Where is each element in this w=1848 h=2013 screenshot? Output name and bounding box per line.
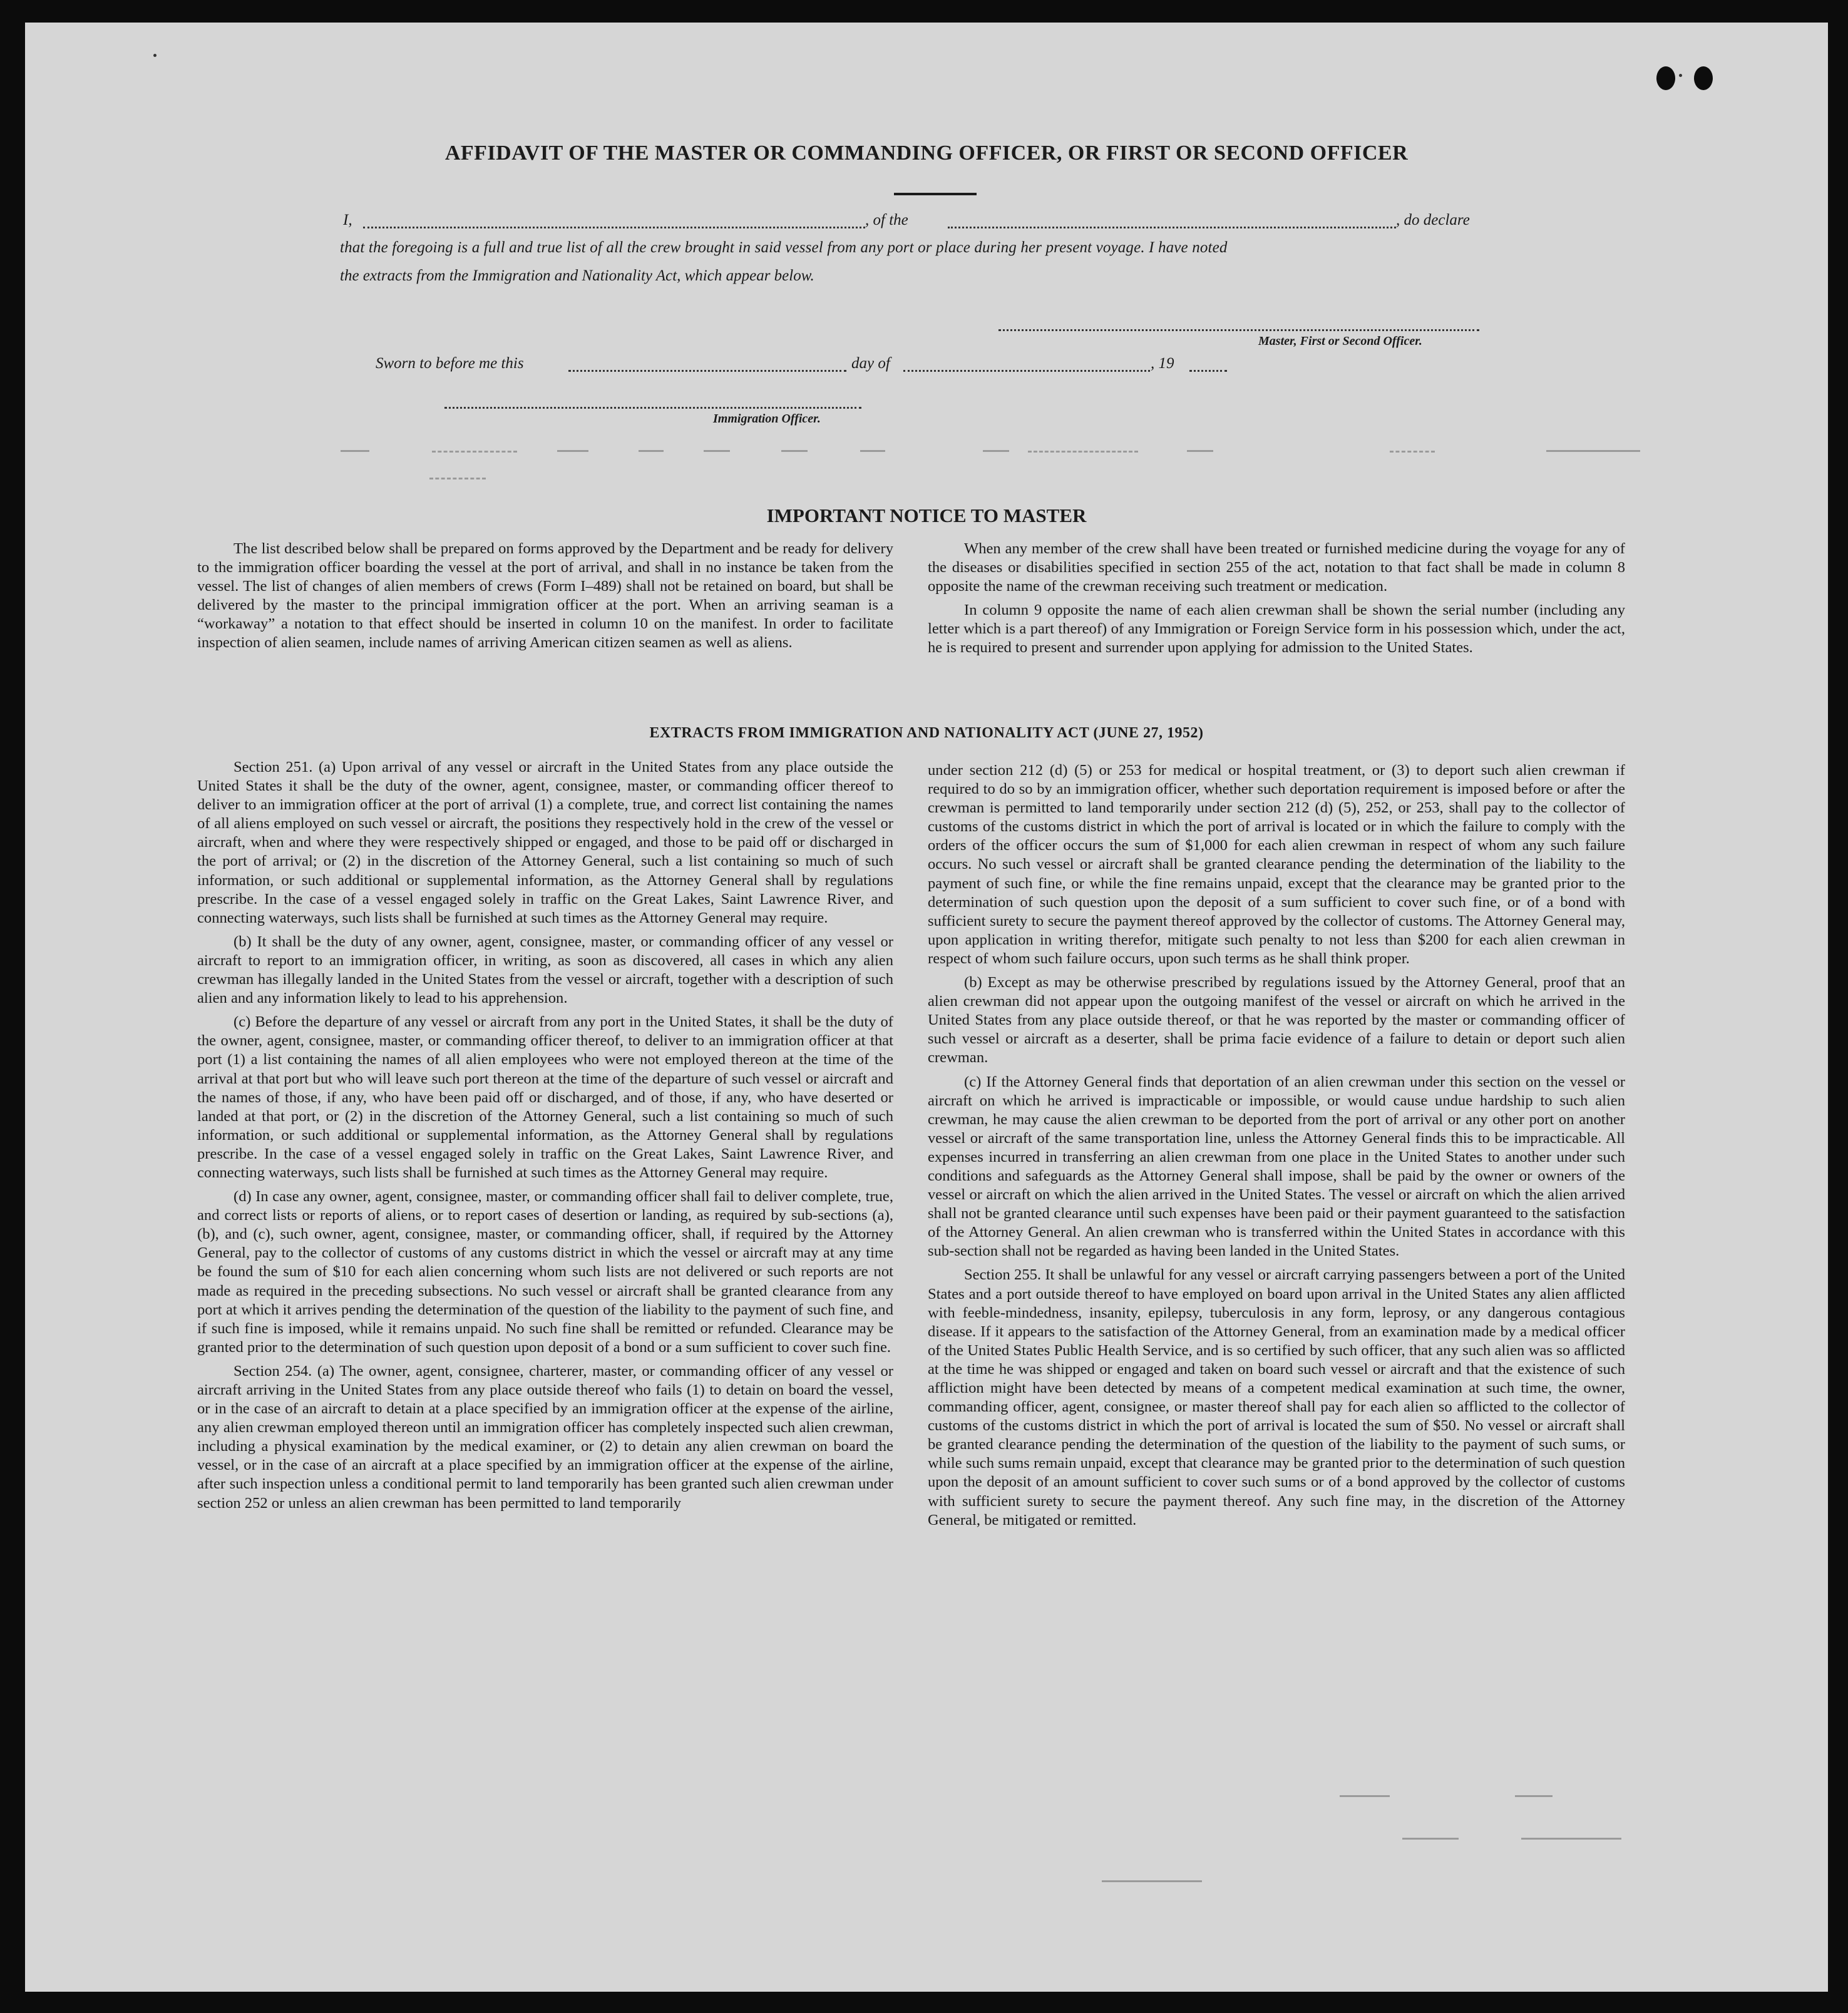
immigration-officer-signature-line[interactable] [444, 407, 861, 409]
bleed-through-mark [1102, 1880, 1202, 1882]
speck-mark [1679, 74, 1682, 77]
sworn-day-of: day of [851, 355, 890, 372]
section-251-a: Section 251. (a) Upon arrival of any vessel or aircraft in the United States from any place outside the United States it shall be the duty of the owner, agent, consignee, master, or commanding officer thereof to deliver to an immigration officer at the port of arrival (1) a complete, true, and correct list containing the names of all aliens employed on such vessel or aircraft, the positions they respectively hold in the crew of the vessel or aircraft, when and where they were respectively shipped or engaged, and those to be paid off or discharged in the port of arrival; or (2) in the discretion of the Attorney General, such a list containing so much of such information, or such additional or supplemental information, as the Attorney General shall by regulations prescribe. In the case of a vessel engaged solely in traffic on the Great Lakes, Saint Lawrence River, and connecting waterways, such lists shall be furnished at such times as the Attorney General may require. [197, 759, 893, 926]
notice-right-paragraph: When any member of the crew shall have been treated or furnished medicine during the voyage for any of the diseases or disabilities specified in section 255 of the act, notation to that fact shall be made in column 8 opposite the name of the crewman receiving such treatment or medication. [928, 540, 1625, 595]
notice-left-column [197, 540, 893, 658]
vessel-blank[interactable] [948, 227, 1396, 228]
extracts-right-column [928, 761, 1625, 1535]
punch-hole-left [1656, 66, 1675, 90]
bleed-through-mark [983, 450, 1009, 452]
bleed-through-mark [781, 450, 808, 452]
section-251-c: (c) Before the departure of any vessel or aircraft from any port in the United States, it shall be the duty of the owner, agent, consignee, master, or commanding officer thereof, to deliver to an immigration officer at that port (1) a list containing the names of all alien employees who were not employed thereon at the time of the arrival at that port but who will leave such port thereon at the time of the departure of such vessel or aircraft and the names of those, if any, who have been paid off or discharged, and of those, if any, who have deserted or landed at that port, or (2) in the discretion of the Attorney General, such a list containing so much of such information, or such additional or supplemental information, as the Attorney General shall by regulations prescribe. In the case of a vessel engaged solely in traffic on the Great Lakes, Saint Lawrence River, and connecting waterways, such lists shall be furnished at such times as the Attorney General may require. [197, 1013, 893, 1181]
declaration-i: I, [343, 212, 352, 228]
notice-right-paragraph: In column 9 opposite the name of each alien crewman shall be shown the serial number (including any letter which is a part thereof) of any Immigration or Foreign Service form in his possession which, under the act, he is required to present and surrender upon applying for admission to the United States. [928, 602, 1625, 657]
notice-title: IMPORTANT NOTICE TO MASTER [766, 505, 1087, 526]
bleed-through-mark [860, 450, 885, 452]
bleed-through-mark [1187, 450, 1213, 452]
bleed-through-mark [639, 450, 664, 452]
bleed-through-mark [1028, 449, 1138, 453]
declaration-line-3: the extracts from the Immigration and Nationality Act, which appear below. [340, 267, 814, 284]
document-page [25, 23, 1828, 1992]
declaration-do-declare: , do declare [1396, 212, 1470, 228]
bleed-through-mark [557, 450, 588, 452]
declaration-of-the: , of the [865, 212, 908, 228]
bleed-through-mark [1546, 450, 1640, 452]
sworn-prefix: Sworn to before me this [376, 355, 524, 372]
section-251-d: (d) In case any owner, agent, consignee, master, or commanding officer shall fail to deliver complete, true, and correct lists or reports of aliens, or to report cases of desertion or landing, as required by sub-sections (a), (b), and (c), such owner, agent, consignee, master, or commanding officer, shall, if required by the Attorney General, pay to the collector of customs of any customs district in which the vessel or aircraft may at any time be found the sum of $10 for each alien concerning whom such lists are not delivered or such reports are not made as required in the preceding subsections. No such vessel or aircraft shall be granted clearance from any port at which it arrives pending the determination of the question of the liability to the payment of such fine, and if such fine is imposed, while it remains unpaid. No such fine shall be remitted or refunded. Clearance may be granted prior to the determination of such question upon deposit of a bond or a sum sufficient to cover such fine. [197, 1188, 893, 1356]
bleed-through-mark [704, 450, 730, 452]
bleed-through-mark [1340, 1795, 1390, 1797]
extracts-title: EXTRACTS FROM IMMIGRATION AND NATIONALITY ACT (JUNE 27, 1952) [649, 725, 1204, 741]
bleed-through-mark [341, 450, 369, 452]
master-signature-line[interactable] [998, 329, 1479, 331]
section-255: Section 255. It shall be unlawful for any vessel or aircraft carrying passengers between a port of the United States and a port outside thereof to have employed on board upon arrival in the United States any alien afflicted with feeble-mindedness, insanity, epilepsy, tuberculosis in any form, leprosy, or any dangerous contagious disease. If it appears to the satisfaction of the Attorney General, from an examination made by a medical officer of the United States Public Health Service, and is so certified by such officer, that any such alien was so afflicted at the time he was shipped or engaged and taken on board such vessel or aircraft and that the existence of such affliction might have been detected by means of a competent medical examination at such time, the owner, commanding officer, agent, consignee, or master thereof shall pay for each alien so afflicted to the collector of customs of the customs district in which the port of arrival is located the sum of $50. No vessel or aircraft shall be granted clearance pending the determination of the question of the liability to the payment of such sums, or while such sums remain unpaid, except that clearance may be granted prior to the determination of such question upon the deposit of an amount sufficient to cover such sums or of a bond approved by the collector of customs with sufficient surety to secure the payment thereof. Any such fine may, in the discretion of the Attorney General, be mitigated or remitted. [928, 1266, 1625, 1529]
punch-hole-right [1694, 66, 1713, 90]
immigration-officer-label: Immigration Officer. [713, 412, 821, 426]
extracts-left-column [197, 758, 893, 1518]
sworn-day-blank[interactable] [568, 370, 846, 372]
notice-left-paragraph: The list described below shall be prepared on forms approved by the Department and be ready for delivery to the immigration officer boarding the vessel at the port of arrival, and shall in no instance be taken from the vessel. The list of changes of alien members of crews (Form I–489) shall not be retained on board, but shall be delivered by the master to the principal immigration officer at the port. When an arriving seaman is a “workaway” a notation to that effect should be inserted in column 10 on the manifest. In order to facilitate inspection of alien seamen, include names of arriving American citizen seamen as well as aliens. [197, 540, 893, 652]
speck-mark [153, 54, 157, 57]
sworn-year-prefix: , 19 [1151, 355, 1174, 372]
notice-right-column [928, 540, 1625, 663]
bleed-through-mark [1402, 1838, 1459, 1840]
section-254-b: (b) Except as may be otherwise prescribed by regulations issued by the Attorney General, proof that an alien crewman did not appear upon the outgoing manifest of the vessel or aircraft on which he arrived in the United States from any place outside thereof, or that he was reported by the master or commanding officer of such vessel or aircraft as a deserter, shall be prima facie evidence of a failure to detain or deport such alien crewman. [928, 974, 1625, 1067]
bleed-through-mark [429, 476, 486, 479]
section-254-a: Section 254. (a) The owner, agent, consignee, charterer, master, or commanding officer of any vessel or aircraft arriving in the United States from any place outside thereof who fails (1) to detain on board the vessel, or in the case of an aircraft to detain at a place specified by an immigration officer at the expense of the airline, any alien crewman employed thereon until an immigration officer has completely inspected such alien crewman, including a physical examination by the medical examiner, or (2) to detain any alien crewman on board the vessel, or in the case of an aircraft at a place specified by an immigration officer at the expense of the airline, after such inspection unless a conditional permit to land temporarily has been granted such alien crewman under section 252 or unless an alien crewman has been permitted to land temporarily [197, 1362, 893, 1512]
master-signature-label: Master, First or Second Officer. [1258, 334, 1422, 348]
section-254-c: (c) If the Attorney General finds that deportation of an alien crewman under this section on the vessel or aircraft on which he arrived is impracticable or impossible, or would cause undue hardship to such alien crewman, he may cause the alien crewman to be deported from the port of arrival or any other port on another vessel or aircraft of the same transportation line, unless the Attorney General finds this to be impracticable. All expenses incurred in transferring an alien crewman from one place in the United States to another under such conditions and safeguards as the Attorney General shall impose, shall be paid by the owner or owners of the vessel or aircraft on which the alien arrived in the United States. The vessel or aircraft on which the alien arrived shall not be granted clearance until such expenses have been paid or their payment guaranteed to the satisfaction of the Attorney General. An alien crewman who is transferred within the United States in accordance with this sub-section shall not be regarded as having been landed in the United States. [928, 1073, 1625, 1260]
bleed-through-mark [1515, 1795, 1553, 1797]
section-254-a-continued: under section 212 (d) (5) or 253 for medical or hospital treatment, or (3) to deport such alien crewman if required to do so by an immigration officer, whether such deportation requirement is imposed before or after the crewman is permitted to land temporarily under section 212 (d) (5), 252, or 253, shall pay to the collector of customs of the customs district in which the port of arrival is located or in which the failure to comply with the orders of the officer occurs the sum of $1,000 for each alien crewman in respect of whom any such failure occurs. No such vessel or aircraft shall be granted clearance pending the determination of the liability to the payment of such fine, or while the fine remains unpaid, except that the clearance may be granted prior to the determination of such question upon the deposit of a sum sufficient to cover such fine, or of a bond with sufficient surety to secure the payment thereof approved by the collector of customs. The Attorney General may, upon application in writing therefor, mitigate such penalty to not less than $200 for each alien crewman in respect of whom such failure occurs, upon such terms as he shall think proper. [928, 762, 1625, 967]
sworn-month-blank[interactable] [903, 370, 1150, 372]
name-blank[interactable] [363, 227, 865, 228]
sworn-year-blank[interactable] [1189, 370, 1227, 372]
title-underline [894, 193, 977, 195]
bleed-through-mark [1390, 449, 1435, 453]
bleed-through-mark [432, 449, 517, 453]
affidavit-title: AFFIDAVIT OF THE MASTER OR COMMANDING OFFICER, OR FIRST OR SECOND OFFICER [444, 141, 1409, 165]
declaration-line-2: that the foregoing is a full and true list of all the crew brought in said vessel from any port or place during her present voyage. I have noted [340, 239, 1228, 256]
bleed-through-mark [1521, 1838, 1621, 1840]
section-251-b: (b) It shall be the duty of any owner, agent, consignee, master, or commanding officer of any vessel or aircraft to report to an immigration officer, in writing, as soon as discovered, all cases in which any alien crewman has illegally landed in the United States from the vessel or aircraft, together with a description of such alien and any information likely to lead to his apprehension. [197, 933, 893, 1007]
